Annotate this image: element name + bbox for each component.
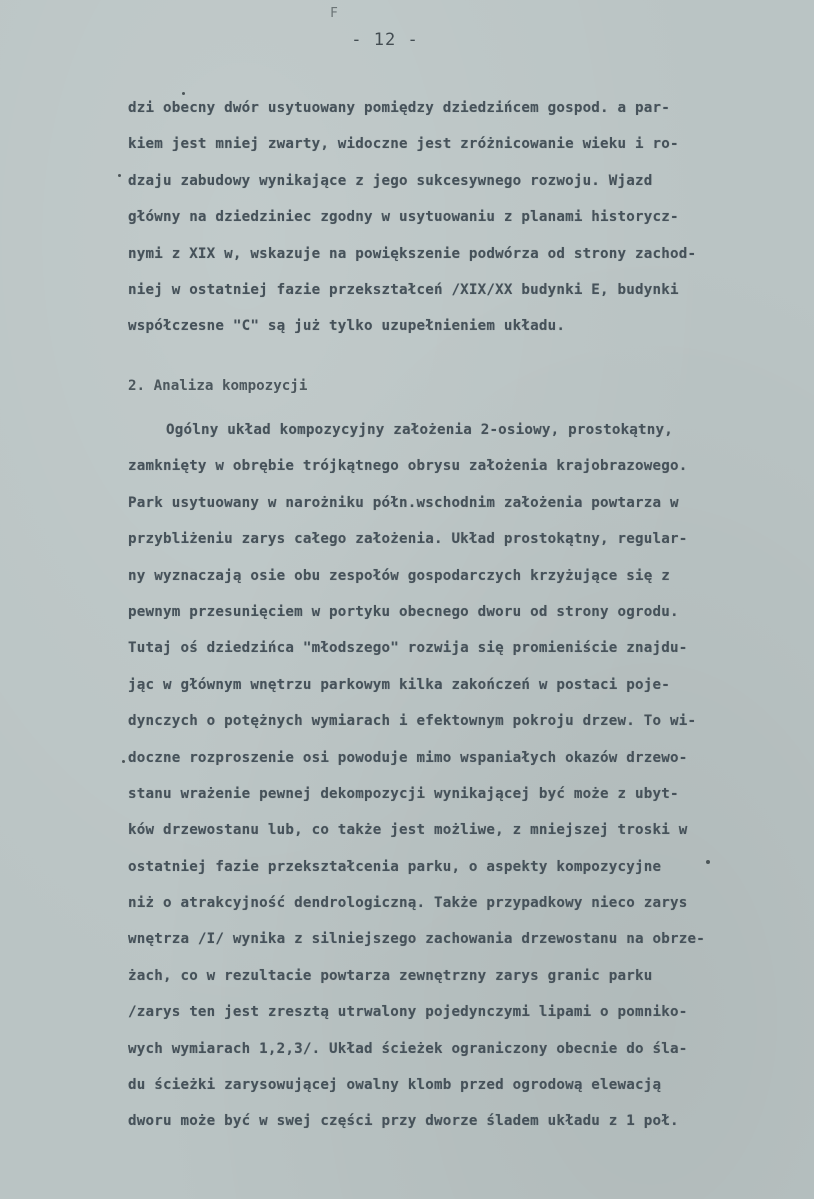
paragraph-line: ny wyznaczają osie obu zespołów gospodarczych krzyżujące się z — [128, 567, 670, 584]
paragraph-1 — [128, 90, 778, 345]
paragraph-line: niej w ostatniej fazie przekształceń /XIX/XX budynki E, budynki — [128, 281, 679, 298]
paragraph-line: du ścieżki zarysowującej owalny klomb przed ogrodową elewacją — [128, 1077, 662, 1094]
paragraph-line: stanu wrażenie pewnej dekompozycji wynikającej być może z ubyt- — [128, 785, 679, 802]
page-number: - 12 - — [351, 30, 419, 50]
paragraph-line: doczne rozproszenie osi powoduje mimo wspaniałych okazów drzewo- — [128, 749, 688, 766]
paragraph-line: dzaju zabudowy wynikające z jego sukcesywnego rozwoju. Wjazd — [128, 172, 653, 189]
paragraph-line: Tutaj oś dziedzińca "młodszego" rozwija się promieniście znajdu- — [128, 640, 688, 657]
paragraph-line: Park usytuowany w narożniku półn.wschodnim założenia powtarza w — [128, 494, 679, 511]
top-mark: F — [330, 6, 338, 21]
paper-speck — [122, 760, 125, 763]
paragraph-line: /zarys ten jest zresztą utrwalony pojedynczymi lipami o pomniko- — [128, 1004, 688, 1021]
paragraph-line: dworu może być w swej części przy dworze śladem układu z 1 poł. — [128, 1113, 679, 1130]
paragraph-2 — [128, 412, 778, 1140]
paragraph-line: wnętrza /I/ wynika z silniejszego zachowania drzewostanu na obrze- — [128, 931, 705, 948]
paragraph-line: dzi obecny dwór usytuowany pomiędzy dziedzińcem gospod. a par- — [128, 100, 670, 116]
paragraph-line: jąc w głównym wnętrzu parkowym kilka zakończeń w postaci poje- — [128, 676, 670, 693]
paragraph-line: kiem jest mniej zwarty, widoczne jest zróżnicowanie wieku i ro- — [128, 136, 679, 153]
paper-speck — [182, 92, 185, 95]
paragraph-line: pewnym przesunięciem w portyku obecnego dworu od strony ogrodu. — [128, 603, 679, 620]
paragraph-line: współczesne "C" są już tylko uzupełnieniem układu. — [128, 318, 566, 335]
paragraph-line: zamknięty w obrębie trójkątnego obrysu założenia krajobrazowego. — [128, 458, 688, 475]
paragraph-line: niż o atrakcyjność dendrologiczną. Także przypadkowy nieco zarys — [128, 895, 688, 912]
paragraph-line: ostatniej fazie przekształcenia parku, o aspekty kompozycyjne — [128, 858, 662, 875]
paper-speck — [118, 174, 121, 177]
paragraph-line: Ogólny układ kompozycyjny założenia 2-osiowy, prostokątny, — [166, 422, 674, 438]
paragraph-line: ków drzewostanu lub, co także jest możliwe, z mniejszej troski w — [128, 822, 688, 839]
paragraph-line: główny na dziedziniec zgodny w usytuowaniu z planami historycz- — [128, 209, 679, 226]
paragraph-line: przybliżeniu zarys całego założenia. Układ prostokątny, regular- — [128, 531, 688, 548]
paragraph-line: wych wymiarach 1,2,3/. Układ ścieżek ograniczony obecnie do śla- — [128, 1040, 688, 1057]
paragraph-line: nymi z XIX w, wskazuje na powiększenie podwórza od strony zachod- — [128, 245, 697, 262]
paragraph-line: żach, co w rezultacie powtarza zewnętrzny zarys granic parku — [128, 967, 653, 984]
paragraph-line: dynczych o potężnych wymiarach i efektownym pokroju drzew. To wi- — [128, 713, 697, 730]
paper-speck — [706, 860, 710, 864]
section-heading: 2. Analiza kompozycji — [128, 378, 308, 394]
